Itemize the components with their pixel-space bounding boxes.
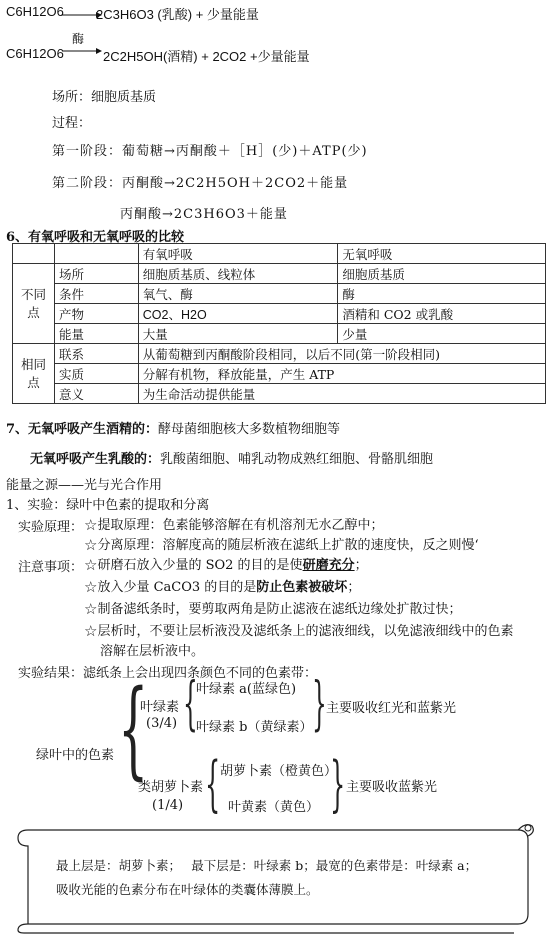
exp-result: 实验结果：滤纸条上会出现四条颜色不同的色素带： xyxy=(18,666,318,681)
carotenoid-label: 类胡萝卜素 xyxy=(138,780,204,795)
anaerobic-stage2a: 第二阶段：丙酮酸→2C2H5OH＋2CO2＋能量 xyxy=(52,176,349,191)
star-icon: ☆ xyxy=(84,578,98,596)
star-icon: ☆ xyxy=(84,516,98,534)
anaerobic-stage1: 第一阶段：葡萄糖→丙酮酸＋［H］(少)＋ATP(少) xyxy=(52,144,368,159)
row-label: 产物 xyxy=(54,304,138,324)
row-label: 场所 xyxy=(54,264,138,284)
table-cell: 酶 xyxy=(338,284,546,304)
note-4-cont: 溶解在层析液中。 xyxy=(100,644,205,659)
pigment-root: 绿叶中的色素 xyxy=(36,748,115,763)
table-cell: 细胞质基质 xyxy=(338,264,546,284)
table-cell: 细胞质基质、线粒体 xyxy=(138,264,338,284)
formula2-enzyme: 酶 xyxy=(72,32,85,46)
brace-icon: { xyxy=(205,749,221,819)
anaerobic-stage2b: 丙酮酸→2C3H6O3＋能量 xyxy=(120,207,288,222)
table-row xyxy=(13,324,546,344)
row-label: 联系 xyxy=(54,344,138,364)
comparison-table xyxy=(12,243,546,404)
table-header-row xyxy=(13,244,546,264)
formula2-right: 2C2H5OH(酒精) + 2CO2 +少量能量 xyxy=(103,49,310,64)
xanthophyll: 叶黄素（黄色） xyxy=(228,800,320,815)
brace-icon: { xyxy=(118,667,149,790)
principle-1: 提取原理：色素能够溶解在有机溶剂无水乙醇中； xyxy=(97,518,384,533)
table-cell: 从葡萄糖到丙酮酸阶段相同，以后不同(第一阶段相同) xyxy=(138,344,545,364)
table-row xyxy=(13,344,546,364)
scroll-note-line1: 最上层是：胡萝卜素； 最下层是：叶绿素 b；最宽的色素带是：叶绿素 a； xyxy=(56,858,478,873)
section7-line2-text: 乳酸菌细胞、哺乳动物成熟红细胞、骨骼肌细胞 xyxy=(160,452,434,467)
anaerobic-place: 场所：细胞质基质 xyxy=(52,90,157,105)
section7-line2 xyxy=(30,448,433,467)
principle-2: 分离原理：溶解度高的随层析液在滤纸上扩散的速度快，反之则慢‘ xyxy=(97,538,479,553)
table-header: 有氧呼吸 xyxy=(138,244,338,264)
note-2-end: ； xyxy=(347,580,361,595)
formula1-right: 2C3H6O3 (乳酸) + 少量能量 xyxy=(96,7,259,22)
table-header: 无氧呼吸 xyxy=(338,244,546,264)
table-cell: 酒精和 CO2 或乳酸 xyxy=(338,304,546,324)
section7-line1-text: 酵母菌细胞核大多数植物细胞等 xyxy=(158,422,341,437)
chlorophyll-a: 叶绿素 a(蓝绿色) xyxy=(196,682,297,697)
chlorophyll-b: 叶绿素 b（黄绿素） xyxy=(196,720,313,735)
anaerobic-process: 过程： xyxy=(52,116,92,131)
table-row xyxy=(13,264,546,284)
star-icon: ☆ xyxy=(84,556,98,574)
row-label: 能量 xyxy=(54,324,138,344)
note-3: 制备滤纸条时，要剪取两角是防止滤液在滤纸边缘处扩散过快； xyxy=(97,602,462,617)
arrow-icon xyxy=(62,46,102,60)
note-1-emphasis: 研磨充分 xyxy=(302,558,355,573)
brace-icon: { xyxy=(183,669,198,737)
group-label: 不同点 xyxy=(13,264,55,344)
note-1-end: ； xyxy=(354,558,368,573)
principle-label: 实验原理： xyxy=(18,520,84,535)
exp-title: 1、实验：绿叶中色素的提取和分离 xyxy=(6,498,210,513)
carotene: 胡萝卜素（橙黄色） xyxy=(220,764,338,779)
table-cell: 少量 xyxy=(338,324,546,344)
note-1-text: 研磨石放入少量的 SO2 的目的是使 xyxy=(97,558,303,573)
carotenoid-absorbs: 主要吸收蓝紫光 xyxy=(346,780,438,795)
photo-title: 能量之源——光与光合作用 xyxy=(6,478,163,493)
star-icon: ☆ xyxy=(84,600,98,618)
formula1-left: C6H12O6 xyxy=(6,4,64,19)
table-row xyxy=(13,304,546,324)
section7-line2-heading: 无氧呼吸产生乳酸的： xyxy=(30,452,161,467)
brace-icon: } xyxy=(330,749,346,819)
row-label: 条件 xyxy=(54,284,138,304)
table-cell: 为生命活动提供能量 xyxy=(138,384,545,404)
star-icon: ☆ xyxy=(84,536,98,554)
section7-line1-heading: 7、无氧呼吸产生酒精的： xyxy=(6,422,159,437)
note-2-emphasis: 防止色素被破坏 xyxy=(256,580,348,595)
section7-line1 xyxy=(6,418,340,437)
table-cell: 大量 xyxy=(138,324,338,344)
section6-title: 6、有氧呼吸和无氧呼吸的比较 xyxy=(6,230,185,245)
chlorophyll-label: 叶绿素 xyxy=(140,700,180,715)
table-row xyxy=(13,384,546,404)
carotenoid-fraction: (1/4) xyxy=(152,798,184,813)
notes-label: 注意事项： xyxy=(18,560,84,575)
chlorophyll-absorbs: 主要吸收红光和蓝紫光 xyxy=(326,701,457,716)
table-row xyxy=(13,364,546,384)
table-cell: 氧气、酶 xyxy=(138,284,338,304)
table-cell: 分解有机物，释放能量，产生 ATP xyxy=(138,364,545,384)
brace-icon: } xyxy=(312,669,327,737)
formula2-left: C6H12O6 xyxy=(6,46,64,61)
scroll-banner-icon xyxy=(14,820,536,934)
table-cell: CO2、H2O xyxy=(138,304,338,324)
star-icon: ☆ xyxy=(84,622,98,640)
chlorophyll-fraction: (3/4) xyxy=(146,716,178,731)
table-row xyxy=(13,284,546,304)
row-label: 意义 xyxy=(54,384,138,404)
scroll-note-line2: 吸收光能的色素分布在叶绿体的类囊体薄膜上。 xyxy=(56,882,319,897)
row-label: 实质 xyxy=(54,364,138,384)
group-label: 相同点 xyxy=(13,344,55,404)
note-4: 层析时，不要让层析液没及滤纸条上的滤液细线，以免滤液细线中的色素 xyxy=(97,624,514,639)
note-2-text: 放入少量 CaCO3 的目的是 xyxy=(97,580,257,595)
